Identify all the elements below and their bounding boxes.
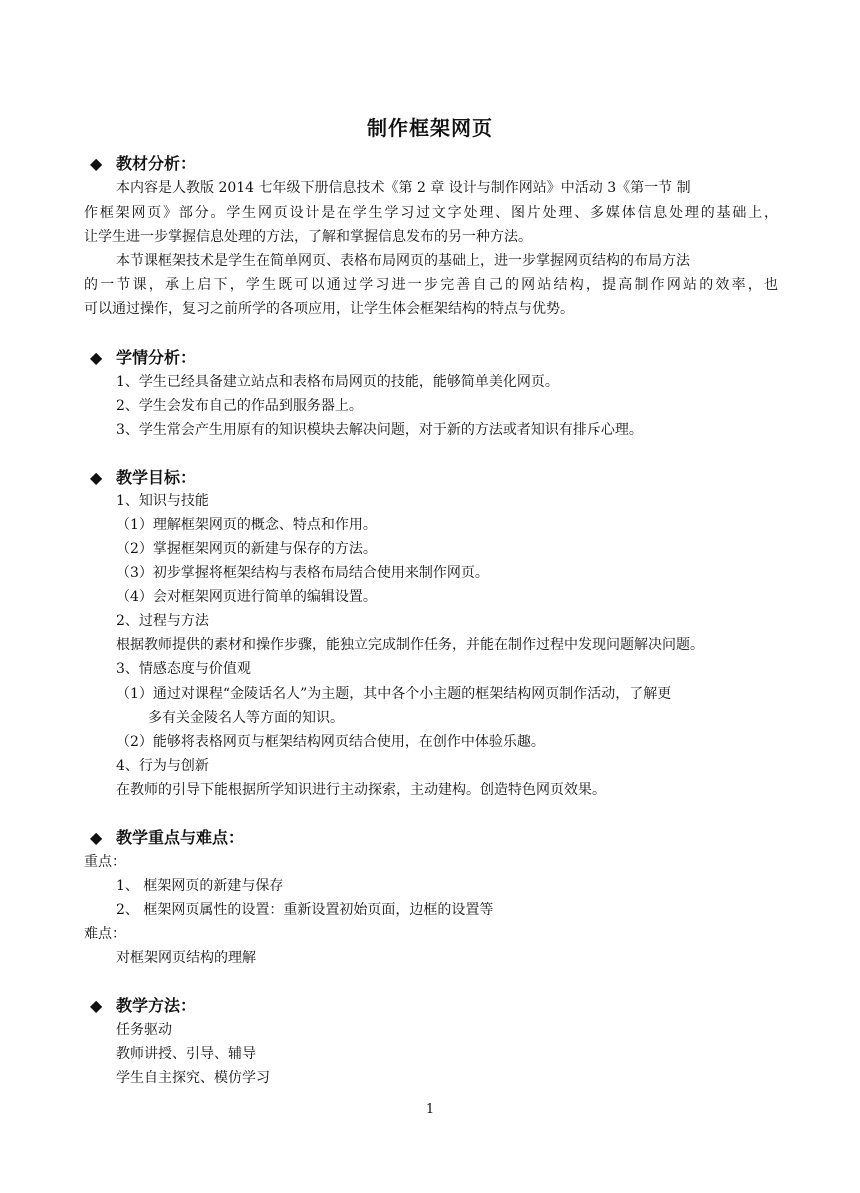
- section-heading-teaching-goals: [90, 465, 196, 488]
- paragraph-line: 对框架网页结构的理解: [116, 950, 256, 966]
- diamond-bullet-icon: ◆: [90, 154, 103, 173]
- section-heading-material-analysis: [90, 151, 196, 174]
- key-label: 重点：: [84, 854, 126, 870]
- diamond-bullet-icon: ◆: [90, 468, 103, 487]
- paragraph-line: 在教师的引导下能根据所学知识进行主动探索，主动建构。创造特色网页效果。: [116, 782, 606, 798]
- paragraph-line: 根据教师提供的素材和操作步骤，能独立完成制作任务，并能在制作过程中发现问题解决问题。: [116, 637, 704, 653]
- diamond-bullet-icon: ◆: [90, 828, 103, 847]
- section-heading-teaching-methods: [90, 993, 196, 1016]
- page-number: 1: [425, 1102, 435, 1117]
- heading-text: 学情分析：: [116, 348, 197, 367]
- list-item: 3、学生常会产生用原有的知识模块去解决问题，对于新的方法或者知识有排斥心理。: [116, 422, 643, 438]
- list-item: （3）初步掌握将框架结构与表格布局结合使用来制作网页。: [116, 565, 489, 581]
- list-item: （4）会对框架网页进行简单的编辑设置。: [116, 589, 377, 605]
- goal-subheading: 4、行为与创新: [116, 758, 209, 774]
- list-item: 1、 框架网页的新建与保存: [116, 878, 284, 894]
- paragraph-line: 可以通过操作，复习之前所学的各项应用，让学生体会框架结构的特点与优势。: [84, 301, 574, 317]
- list-item: （2）能够将表格网页与框架结构网页结合使用，在创作中体验乐趣。: [116, 734, 545, 750]
- paragraph-line: 的一节课，承上启下，学生既可以通过学习进一步完善自己的网站结构，提高制作网站的效率，也: [84, 277, 778, 293]
- diamond-bullet-icon: ◆: [90, 996, 103, 1015]
- list-item: 1、学生已经具备建立站点和表格布局网页的技能，能够简单美化网页。: [116, 374, 559, 390]
- section-heading-learner-analysis: [90, 345, 196, 368]
- goal-subheading: 2、过程与方法: [116, 613, 209, 629]
- diamond-bullet-icon: ◆: [90, 348, 103, 367]
- section-heading-key-points: [90, 825, 244, 848]
- paragraph-line: 本内容是人教版 2014 七年级下册信息技术《第 2 章 设计与制作网站》中活动 3《第一节 制: [116, 180, 691, 196]
- paragraph-line: 本节课框架技术是学生在简单网页、表格布局网页的基础上，进一步掌握网页结构的布局方法: [116, 253, 690, 269]
- list-item: （1）理解框架网页的概念、特点和作用。: [116, 517, 377, 533]
- heading-text: 教材分析：: [116, 154, 197, 173]
- heading-text: 教学重点与难点：: [116, 828, 245, 847]
- list-item: 2、 框架网页属性的设置：重新设置初始页面，边框的设置等: [116, 902, 494, 918]
- list-item-continuation: 多有关金陵名人等方面的知识。: [148, 710, 344, 726]
- paragraph-line: 让学生进一步掌握信息处理的方法，了解和掌握信息发布的另一种方法。: [84, 229, 532, 245]
- list-item: 学生自主探究、模仿学习: [116, 1070, 270, 1086]
- difficulty-label: 难点：: [84, 926, 126, 942]
- list-item: （2）掌握框架网页的新建与保存的方法。: [116, 541, 377, 557]
- page-title: 制作框架网页: [367, 116, 493, 140]
- list-item: 教师讲授、引导、辅导: [116, 1046, 256, 1062]
- list-item: 2、学生会发布自己的作品到服务器上。: [116, 398, 363, 414]
- heading-text: 教学目标：: [116, 468, 197, 487]
- goal-subheading: 1、知识与技能: [116, 493, 209, 509]
- paragraph-line: 作框架网页》部分。学生网页设计是在学生学习过文字处理、图片处理、多媒体信息处理的基础上，: [84, 205, 778, 221]
- goal-subheading: 3、情感态度与价值观: [116, 661, 251, 677]
- heading-text: 教学方法：: [116, 996, 197, 1015]
- list-item: （1）通过对课程“金陵话名人”为主题，其中各个小主题的框架结构网页制作活动，了解更: [116, 686, 672, 702]
- list-item: 任务驱动: [116, 1022, 172, 1038]
